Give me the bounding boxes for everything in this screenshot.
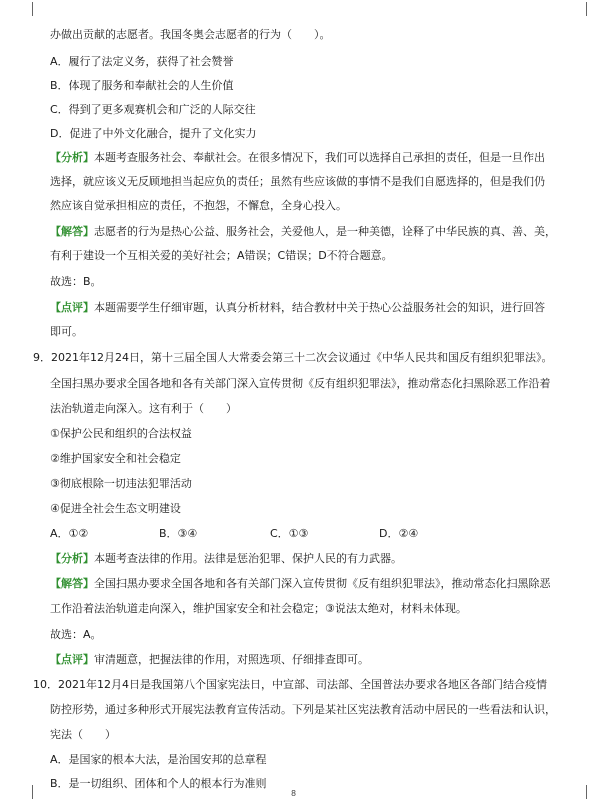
analysis-tag: 【分析】 bbox=[50, 552, 94, 565]
q9-analysis bbox=[50, 553, 402, 564]
q9-item-2: ②维护国家安全和社会稳定 bbox=[50, 452, 181, 465]
q9-item-1: ①保护公民和组织的合法权益 bbox=[50, 427, 192, 440]
crop-mark-top-right bbox=[572, 2, 587, 16]
q9-item-3: ③彻底根除一切违法犯罪活动 bbox=[50, 477, 192, 490]
q9-stem-line-2: 全国扫黑办要求全国各地和各有关部门深入宣传贯彻《反有组织犯罪法》，推动常态化扫黑除恶工作沿着 bbox=[50, 377, 551, 390]
q9-choices bbox=[50, 528, 450, 542]
q9-answer-line-1: 全国扫黑办要求全国各地和各有关部门深入宣传贯彻《反有组织犯罪法》，推动常态化扫黑除恶 bbox=[94, 577, 551, 590]
answer-tag: 【解答】 bbox=[50, 225, 94, 238]
q8-option-a: A．履行了法定义务，获得了社会赞誉 bbox=[50, 55, 234, 68]
q9-choice-c: C．①③ bbox=[270, 527, 309, 540]
q8-answer-choice: 故选：B。 bbox=[50, 275, 102, 288]
q9-analysis-line-1: 本题考查法律的作用。法律是惩治犯罪、保护人民的有力武器。 bbox=[94, 552, 402, 565]
q8-comment bbox=[50, 302, 545, 313]
q8-answer-line-2: 有利于建设一个互相关爱的美好社会；A错误；C错误；D不符合题意。 bbox=[50, 249, 393, 262]
q9-choice-d: D．②④ bbox=[379, 527, 419, 540]
comment-tag: 【点评】 bbox=[50, 653, 94, 666]
q8-option-c: C．得到了更多观赛机会和广泛的人际交往 bbox=[50, 103, 256, 116]
q8-answer bbox=[50, 226, 556, 237]
q8-analysis-line-1: 本题考查服务社会、奉献社会。在很多情况下，我们可以选择自己承担的责任，但是一旦作出 bbox=[94, 151, 545, 164]
q8-analysis-line-2: 选择，就应该义无反顾地担当起应负的责任；虽然有些应该做的事情不是我们自愿选择的，但是我们仍 bbox=[50, 175, 545, 188]
crop-mark-bottom-right bbox=[572, 785, 587, 799]
q8-analysis-line-3: 然应该自觉承担相应的责任，不抱怨，不懈怠，全身心投入。 bbox=[50, 199, 347, 212]
q9-stem-line-1: 9．2021年12月24日，第十三届全国人大常委会第三十二次会议通过《中华人民共和国反有组织犯罪法》。 bbox=[33, 351, 553, 364]
q8-stem: 办做出贡献的志愿者。我国冬奥会志愿者的行为（ ）。 bbox=[50, 28, 331, 41]
analysis-tag: 【分析】 bbox=[50, 151, 94, 164]
q10-stem-line-2: 防控形势，通过多种形式开展宪法教育宣传活动。下列是某社区宪法教育活动中居民的一些看法和认识， bbox=[50, 703, 556, 716]
comment-tag: 【点评】 bbox=[50, 301, 94, 314]
q9-answer-choice: 故选：A。 bbox=[50, 628, 102, 641]
q9-comment bbox=[50, 654, 369, 665]
q9-answer-line-2: 工作沿着法治轨道走向深入，维护国家安全和社会稳定；③说法太绝对，材料未体现。 bbox=[50, 602, 467, 615]
q10-option-b: B．是一切组织、团体和个人的根本行为准则 bbox=[50, 777, 267, 790]
q9-choice-b: B．③④ bbox=[159, 527, 198, 540]
q9-answer bbox=[50, 578, 551, 589]
q8-comment-line-2: 即可。 bbox=[50, 325, 83, 338]
crop-mark-top-left bbox=[32, 2, 47, 16]
q10-stem-line-3: 宪法（ ） bbox=[50, 728, 116, 741]
q8-answer-line-1: 志愿者的行为是热心公益、服务社会，关爱他人，是一种美德，诠释了中华民族的真、善、美， bbox=[94, 225, 556, 238]
answer-tag: 【解答】 bbox=[50, 577, 94, 590]
q8-option-d: D．促进了中外文化融合，提升了文化实力 bbox=[50, 127, 257, 140]
q9-item-4: ④促进全社会生态文明建设 bbox=[50, 502, 181, 515]
q8-option-b: B．体现了服务和奉献社会的人生价值 bbox=[50, 79, 234, 92]
q9-comment-line-1: 审清题意，把握法律的作用，对照选项、仔细排查即可。 bbox=[94, 653, 369, 666]
q10-stem-line-1: 10．2021年12月4日是我国第八个国家宪法日，中宣部、司法部、全国普法办要求各地区各部门结合疫情 bbox=[33, 678, 547, 691]
q8-comment-line-1: 本题需要学生仔细审题，认真分析材料，结合教材中关于热心公益服务社会的知识，进行回答 bbox=[94, 301, 545, 314]
page-number: 8 bbox=[291, 789, 297, 798]
q10-option-a: A．是国家的根本大法，是治国安邦的总章程 bbox=[50, 753, 267, 766]
q9-stem-line-3: 法治轨道走向深入。这有利于（ ） bbox=[50, 402, 237, 415]
q9-choice-a: A．①② bbox=[50, 527, 89, 540]
q8-analysis bbox=[50, 152, 545, 163]
crop-mark-bottom-left bbox=[32, 785, 47, 799]
